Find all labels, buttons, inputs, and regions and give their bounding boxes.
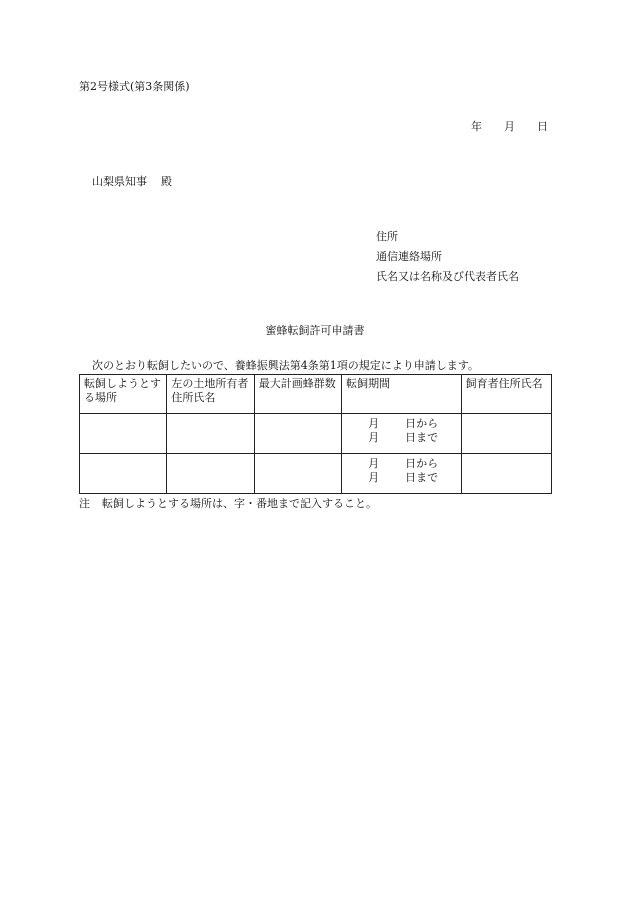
period-from: [368, 417, 457, 431]
cell-max-colonies[interactable]: [254, 454, 341, 494]
table-row: [80, 454, 552, 494]
date-year: 年: [471, 120, 482, 133]
table-row: [80, 414, 552, 454]
period-to: [368, 431, 457, 445]
period-to-month: 月: [368, 471, 380, 484]
cell-period[interactable]: [342, 414, 462, 454]
period-from-day: 日から: [405, 457, 439, 470]
cell-location[interactable]: [80, 414, 167, 454]
cell-keeper[interactable]: [461, 414, 551, 454]
intro-text: 次のとおり転飼したいので、養蜂振興法第4条第1項の規定により申請します。: [92, 359, 479, 372]
period-to-day: 日まで: [405, 431, 439, 444]
addressee: [92, 175, 172, 189]
cell-keeper[interactable]: [461, 454, 551, 494]
period-from-month: 月: [368, 457, 380, 470]
document-title: 蜜蜂転飼許可申請書: [265, 324, 365, 337]
header-location: 転飼しようとする場所: [80, 375, 167, 414]
period-to: [368, 471, 457, 485]
header-keeper: 飼育者住所氏名: [461, 375, 551, 414]
applicant-contact-label: 通信連絡場所: [376, 250, 442, 263]
applicant-block: [376, 230, 519, 290]
header-period: 転飼期間: [342, 375, 462, 414]
cell-period[interactable]: [342, 454, 462, 494]
period-from: [368, 457, 457, 471]
date-day: 日: [537, 120, 548, 133]
note-text: 転飼しようとする場所は、字・番地まで記入すること。: [102, 497, 377, 510]
header-max-colonies: 最大計画蜂群数: [254, 375, 341, 414]
applicant-address-label: 住所: [376, 230, 398, 243]
form-number: 第2号様式(第3条関係): [79, 80, 190, 93]
period-to-month: 月: [368, 431, 380, 444]
application-table: [79, 374, 552, 494]
period-from-month: 月: [368, 417, 380, 430]
cell-landowner[interactable]: [167, 414, 254, 454]
table-header-row: [80, 375, 552, 414]
note: [79, 497, 377, 511]
date-month: 月: [504, 120, 515, 133]
note-label: 注: [79, 497, 90, 510]
cell-max-colonies[interactable]: [254, 414, 341, 454]
period-from-day: 日から: [405, 417, 439, 430]
cell-landowner[interactable]: [167, 454, 254, 494]
period-to-day: 日まで: [405, 471, 439, 484]
addressee-honorific: 殿: [161, 175, 172, 188]
cell-location[interactable]: [80, 454, 167, 494]
header-landowner: 左の土地所有者住所氏名: [167, 375, 254, 414]
addressee-name: 山梨県知事: [92, 175, 147, 188]
date-line: [471, 120, 548, 134]
applicant-name-label: 氏名又は名称及び代表者氏名: [376, 270, 519, 283]
